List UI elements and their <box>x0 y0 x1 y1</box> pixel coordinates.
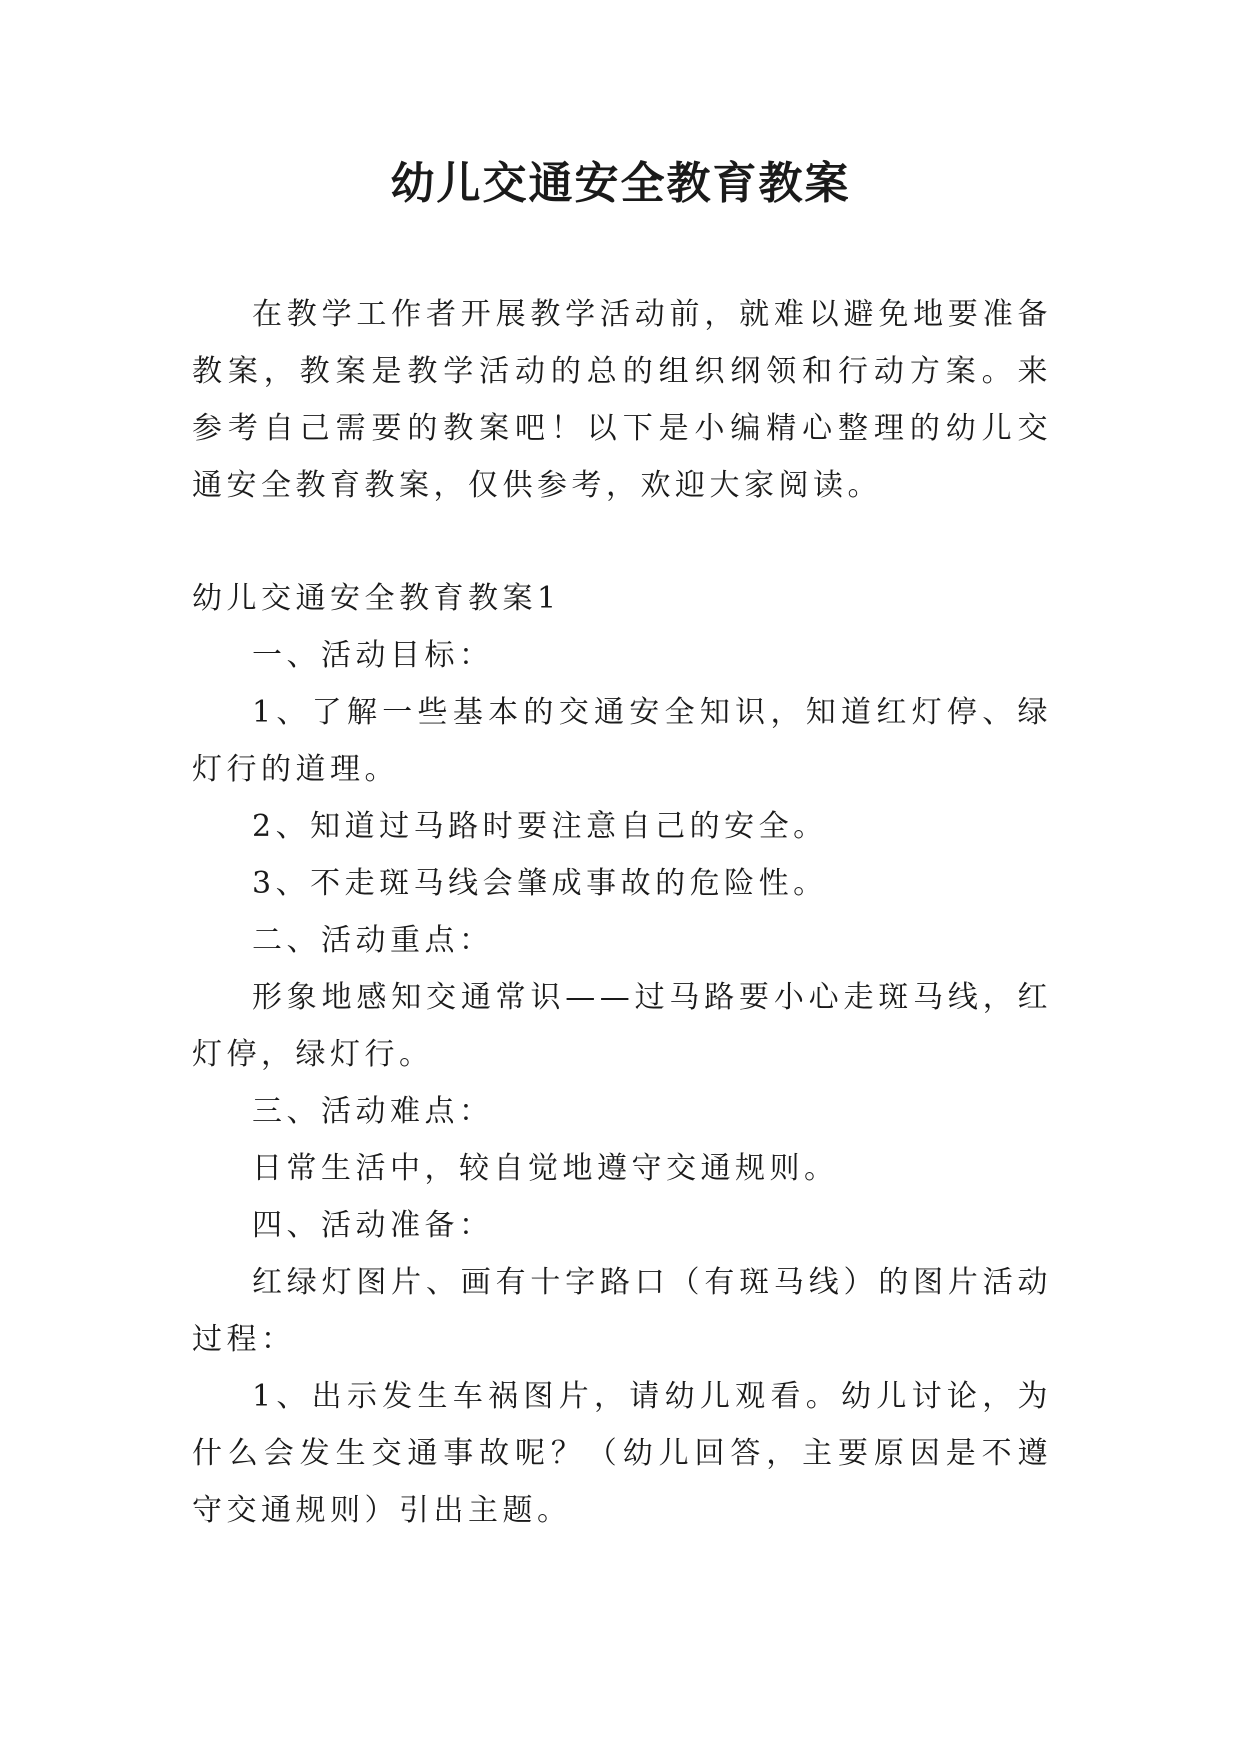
difficulty-text: 日常生活中，较自觉地遵守交通规则。 <box>252 1151 839 1186</box>
goal-item-2: 2、知道过马路时要注意自己的安全。 <box>252 809 828 844</box>
intro-paragraph: 在教学工作者开展教学活动前，就难以避免地要准备教案，教案是教学活动的总的组织纲领和行动方案。来参考自己需要的教案吧！以下是小编精心整理的幼儿交通安全教育教案，仅供参考，欢迎大家阅读。 <box>192 297 1052 503</box>
heading-activity-focus: 二、活动重点： <box>252 923 494 958</box>
process-step-1: 1、出示发生车祸图片，请幼儿观看。幼儿讨论，为什么会发生交通事故呢？（幼儿回答，主要原因是不遵守交通规则）引出主题。 <box>192 1379 1052 1528</box>
heading-activity-difficulty: 三、活动难点： <box>252 1094 494 1129</box>
heading-activity-preparation: 四、活动准备： <box>252 1208 494 1243</box>
heading-activity-goals: 一、活动目标： <box>252 638 494 673</box>
document-title: 幼儿交通安全教育教案 <box>390 158 851 209</box>
preparation-text: 红绿灯图片、画有十字路口（有斑马线）的图片活动过程： <box>192 1265 1052 1357</box>
paragraph-spacer <box>192 514 1052 570</box>
goal-item-3: 3、不走斑马线会肇成事故的危险性。 <box>252 866 828 901</box>
focus-text: 形象地感知交通常识——过马路要小心走斑马线，红灯停，绿灯行。 <box>192 980 1052 1072</box>
document-body <box>192 286 1052 1539</box>
section-heading: 幼儿交通安全教育教案1 <box>192 581 561 616</box>
goal-item-1: 1、了解一些基本的交通安全知识，知道红灯停、绿灯行的道理。 <box>192 695 1052 787</box>
